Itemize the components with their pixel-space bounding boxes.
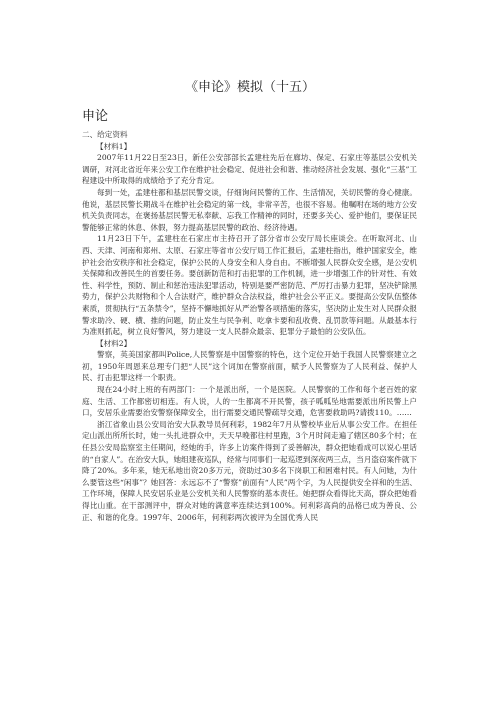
paragraph: 2007年11月22日至23日，新任公安部部长孟建柱先后在廊坊、保定、石家庄等基层公安机关调研，对河北省近年来公安工作在维护社会稳定、促进社会和谐、推动经济社会发展、强化“三基”工程建设中所取得的成绩给予了充分肯定。 <box>82 153 417 186</box>
paragraph: 浙江省象山县公安局治安大队教导员何利彩，1982年7月从警校毕业后从事公安工作。在担任定山派出所所长时，她一头扎进群众中，天天早晚都往村里跑，3个月时间走遍了辖区80多个村；在任县公安局监察室主任期间，经她的手，许多上访案件得到了妥善解决，群众把她看成可以说心里话的“自家人”。在治安大队，她组建夜巡队，经常与同事们一起巡逻到深夜两三点，当月盗窃案件就下降了20%。多年来，她无私地出资20多万元，资助过30多名下岗职工和困难村民。有人问她，为什么要管这些“闲事”？她回答：永远忘不了“警察”前面有“人民”两个字，为人民提供安全祥和的生活、工作环境，保障人民安居乐业是公安机关和人民警察的基本责任。她把群众看得比天高，群众把她看得比山重。在干部测评中，群众对她的满意率连续达到100%。何利彩高尚的品格已成为善良、公正、和谐的化身。1997年、2006年，何利彩两次被评为全国优秀人民 <box>82 419 417 522</box>
paragraph: 11月23日下午，孟建柱在石家庄市主持召开了部分省市公安厅局长座谈会。在听取河北、山西、天津、河南和郑州、太原、石家庄等省市公安厅局工作汇报后，孟建柱指出，维护国家安全，维护社会治安秩序和社会稳定，保护公民的人身安全和人身自由。不断增强人民群众安全感，是公安机关保障和改善民生的首要任务。要创新防范和打击犯罪的工作机制，进一步增强工作的针对性、有效性、科学性，预防、制止和惩治违法犯罪活动，特别是要严密防范、严厉打击暴力犯罪，坚决铲除黑势力，保护公共财物和个人合法财产，维护群众合法权益，维护社会公平正义。要提高公安队伍整体素质，贯彻执行“五条禁令”，坚持不懈地抓好从严治警各项措施的落实，坚决防止发生对人民群众报警求助冷、硬、横、推的问题，防止发生与民争利、吃拿卡要和乱收费、乱罚款等问题。从最基本行为准则抓起，树立良好警风，努力建设一支人民群众最亲、犯罪分子最怕的公安队伍。 <box>82 234 417 337</box>
paragraph: 警察，英美国家都叫Police,人民警察是中国警察的特色，这个定位开始于我国人民警察建立之初，1950年周恩来总理专门把“人民”这个词加在警察前面，赋予人民警察为了人民利益、保护人民、打击犯罪这样一个职责。 <box>82 350 417 383</box>
paragraph-heading: 二、给定资料 <box>82 130 128 139</box>
document-body <box>82 129 417 707</box>
section-heading: 申论 <box>82 109 109 124</box>
paragraph: 每到一处，孟建柱都和基层民警交谈，仔细询问民警的工作、生活情况，关切民警的身心健康。他说，基层民警长期战斗在维护社会稳定的第一线，非常辛苦，也很不容易。他嘱咐在场的地方公安机关负责同志，在褒扬基层民警无私奉献、忘我工作精神的同时，还要多关心、爱护他们，要保证民警能够正常的休息、休假，努力提高基层民警的政治、经济待遇。 <box>82 187 417 232</box>
document-title: 《申论》模拟（十五） <box>184 80 315 95</box>
material-label: 【材料2】 <box>96 338 132 348</box>
paragraph: 现在24小时上班的有两部门：一个是派出所，一个是医院。人民警察的工作和每个老百姓的家庭、生活、工作都密切相连。有人说，人的一生都离不开民警，孩子呱呱坠地需要派出所民警上户口，安居乐业需要治安警察保障安全，出行需要交通民警疏导交通，危害要救助吗?请拨110。…… <box>82 385 417 418</box>
material-label: 【材料1】 <box>96 141 132 151</box>
